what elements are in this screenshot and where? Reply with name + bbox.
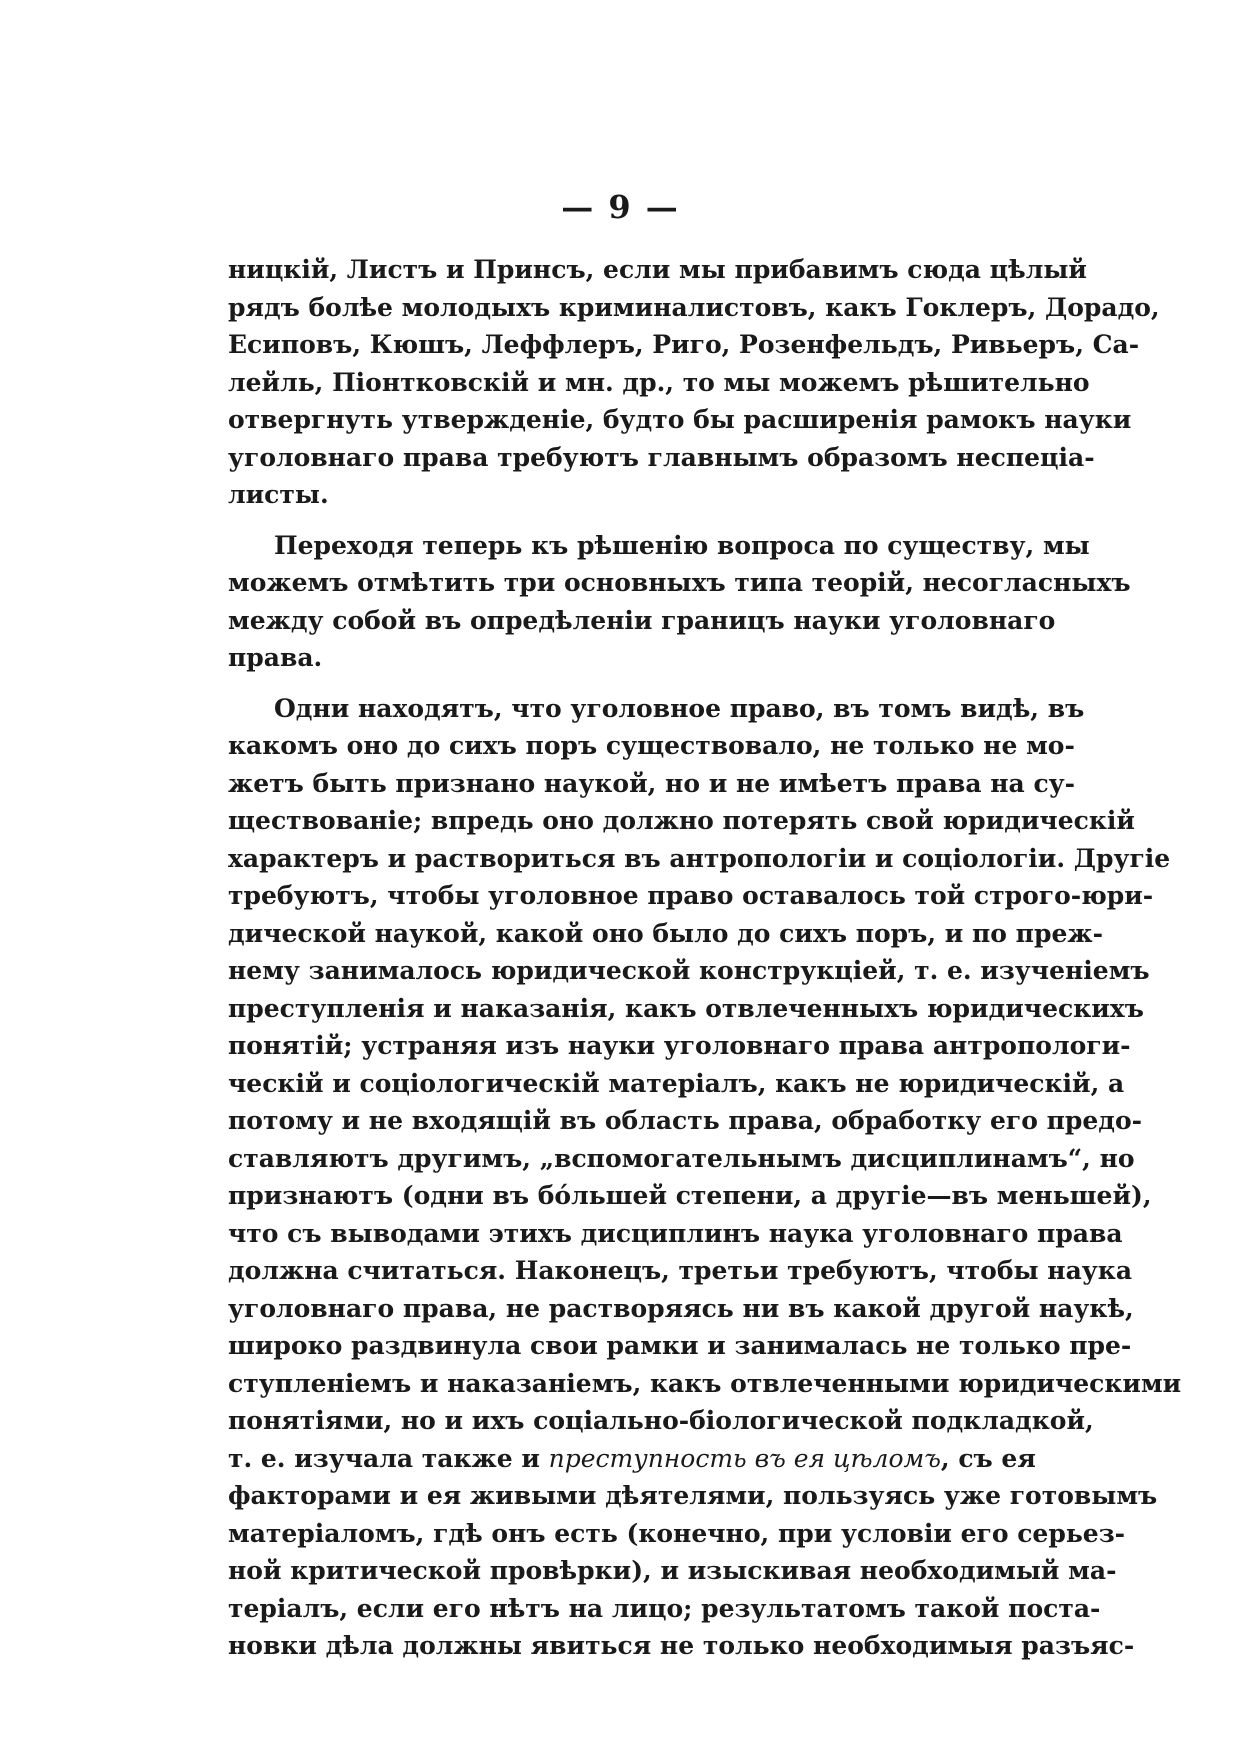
text-line: Есиповъ, Кюшъ, Леффлеръ, Риго, Розенфельдъ, Ривьеръ, Са-	[228, 330, 1140, 359]
text-line: понятій; устраняя изъ науки уголовнаго права антропологи-	[228, 1031, 1131, 1060]
text-line: права.	[228, 643, 323, 672]
text-line: лейль, Піонтковскій и мн. др., то мы можемъ рѣшительно	[228, 367, 1090, 397]
text-line: понятіями, но и ихъ соціально-біологической подкладкой,	[228, 1406, 1094, 1435]
text-line: ной критической провѣрки), и изыскивая необходимый ма-	[228, 1556, 1117, 1585]
text-line: ставляютъ другимъ, „вспомогательнымъ дисциплинамъ“, но	[228, 1143, 1135, 1173]
text-line: преступленія и наказанія, какъ отвлеченныхъ юридическихъ	[228, 993, 1144, 1023]
text-line: ческій и соціологическій матеріалъ, какъ не юридическій, а	[228, 1068, 1125, 1098]
text-line: уголовнаго права, не растворяясь ни въ какой другой наукѣ,	[228, 1293, 1134, 1323]
text-line: характеръ и раствориться въ антропологіи и соціологіи. Другіе	[228, 843, 1171, 873]
body-text	[228, 251, 1182, 1665]
text-line: дической наукой, какой оно было до сихъ поръ, и по преж-	[228, 918, 1103, 948]
text-line: признаютъ (одни въ бо́льшей степени, а другіе—въ меньшей),	[228, 1181, 1152, 1210]
text-line: какомъ оно до сихъ поръ существовало, не только не мо-	[228, 731, 1075, 760]
text-line: ницкій, Листъ и Принсъ, если мы прибавимъ сюда цѣлый	[228, 255, 1087, 284]
text-line: Переходя теперь къ рѣшенію вопроса по существу, мы	[274, 530, 1090, 560]
text-line-with-emphasis	[228, 1440, 1036, 1478]
text-line: отвергнуть утвержденіе, будто бы расширенія рамокъ науки	[228, 405, 1132, 434]
emphasis-before: т. е. изучала также и	[228, 1443, 549, 1473]
text-line: листы.	[228, 480, 329, 509]
text-line: потому и не входящій въ область права, обработку его предо-	[228, 1106, 1142, 1135]
text-line: уголовнаго права требуютъ главнымъ образомъ неспеціа-	[228, 442, 1095, 472]
text-line: широко раздвинула свои рамки и занималась не только пре-	[228, 1331, 1132, 1360]
text-line: ступленіемъ и наказаніемъ, какъ отвлеченными юридическими	[228, 1368, 1182, 1398]
text-line: теріалъ, если его нѣтъ на лицо; результатомъ такой поста-	[228, 1593, 1101, 1623]
text-line: между собой въ опредѣленіи границъ науки уголовнаго	[228, 605, 1056, 635]
text-line: можемъ отмѣтить три основныхъ типа теорій, несогласныхъ	[228, 568, 1131, 597]
emphasis-italic: преступность въ ея цѣломъ	[548, 1443, 941, 1473]
text-line: требуютъ, чтобы уголовное право оставалось той строго-юри-	[228, 881, 1154, 910]
text-line: что съ выводами этихъ дисциплинъ наука уголовнаго права	[228, 1218, 1123, 1248]
text-line: новки дѣла должны явиться не только необходимыя разъяс-	[228, 1631, 1135, 1660]
text-line: Одни находятъ, что уголовное право, въ томъ видѣ, въ	[274, 693, 1085, 723]
text-line: нему занималось юридической конструкціей, т. е. изученіемъ	[228, 956, 1150, 985]
emphasis-after: , съ ея	[940, 1443, 1036, 1473]
text-line: должна считаться. Наконецъ, третьи требуютъ, чтобы наука	[228, 1256, 1133, 1285]
text-line: жетъ быть признано наукой, но и не имѣетъ права на су-	[228, 768, 1076, 798]
page-number: — 9 —	[561, 188, 680, 226]
text-line: рядъ болѣе молодыхъ криминалистовъ, какъ Гоклеръ, Дорадо,	[228, 292, 1160, 322]
paragraph	[228, 527, 1131, 677]
text-line: факторами и ея живыми дѣятелями, пользуясь уже готовымъ	[228, 1481, 1158, 1510]
text-line: ществованіе; впредь оно должно потерять свой юридическій	[228, 806, 1135, 835]
paragraph	[228, 690, 1182, 1665]
paragraph	[228, 251, 1160, 514]
text-line: матеріаломъ, гдѣ онъ есть (конечно, при условіи его серьез-	[228, 1518, 1126, 1548]
